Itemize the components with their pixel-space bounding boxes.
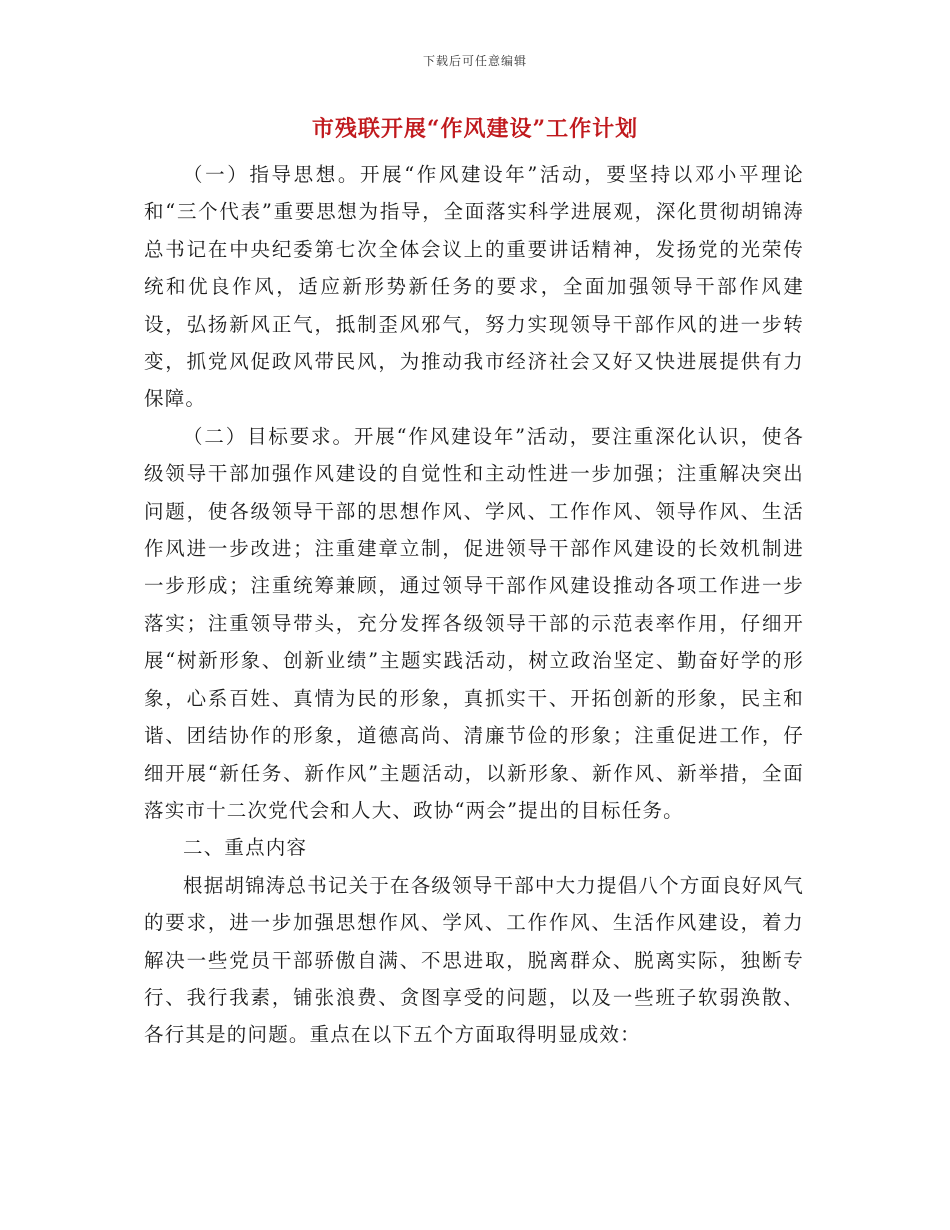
paragraph-guiding-thought: （一）指导思想。开展“作风建设年”活动，要坚持以邓小平理论和“三个代表”重要思想为指导，全面落实科学进展观，深化贯彻胡锦涛总书记在中央纪委第七次全体会议上的重要讲话精神，发扬党的光荣传统和优良作风，适应新形势新任务的要求，全面加强领导干部作风建设，弘扬新风正气，抵制歪风邪气，努力实现领导干部作风的进一步转变，抓党风促政风带民风，为推动我市经济社会又好又快进展提供有力保障。 xyxy=(144,163,804,411)
document-title: 市残联开展“作风建设”工作计划 xyxy=(311,116,639,142)
document-body xyxy=(144,156,804,1054)
section-heading-key-content: 二、重点内容 xyxy=(183,836,308,860)
header-note: 下载后可任意编辑 xyxy=(422,54,527,68)
paragraph-target-requirements: （二）目标要求。开展“作风建设年”活动，要注重深化认识，使各级领导干部加强作风建设的自觉性和主动性进一步加强；注重解决突出问题，使各级领导干部的思想作风、学风、工作作风、领导作风、生活作风进一步改进；注重建章立制，促进领导干部作风建设的长效机制进一步形成；注重统筹兼顾，通过领导干部作风建设推动各项工作进一步落实；注重领导带头，充分发挥各级领导干部的示范表率作用，仔细开展“树新形象、创新业绩”主题实践活动，树立政治坚定、勤奋好学的形象，心系百姓、真情为民的形象，真抓实干、开拓创新的形象，民主和谐、团结协作的形象，道德高尚、清廉节俭的形象；注重促进工作，仔细开展“新任务、新作风”主题活动，以新形象、新作风、新举措，全面落实市十二次党代会和人大、政协“两会”提出的目标任务。 xyxy=(144,424,804,822)
paragraph-key-content: 根据胡锦涛总书记关于在各级领导干部中大力提倡八个方面良好风气的要求，进一步加强思想作风、学风、工作作风、生活作风建设，着力解决一些党员干部骄傲自满、不思进取，脱离群众、脱离实际，独断专行、我行我素，铺张浪费、贪图享受的问题，以及一些班子软弱涣散、各行其是的问题。重点在以下五个方面取得明显成效： xyxy=(144,873,805,1047)
